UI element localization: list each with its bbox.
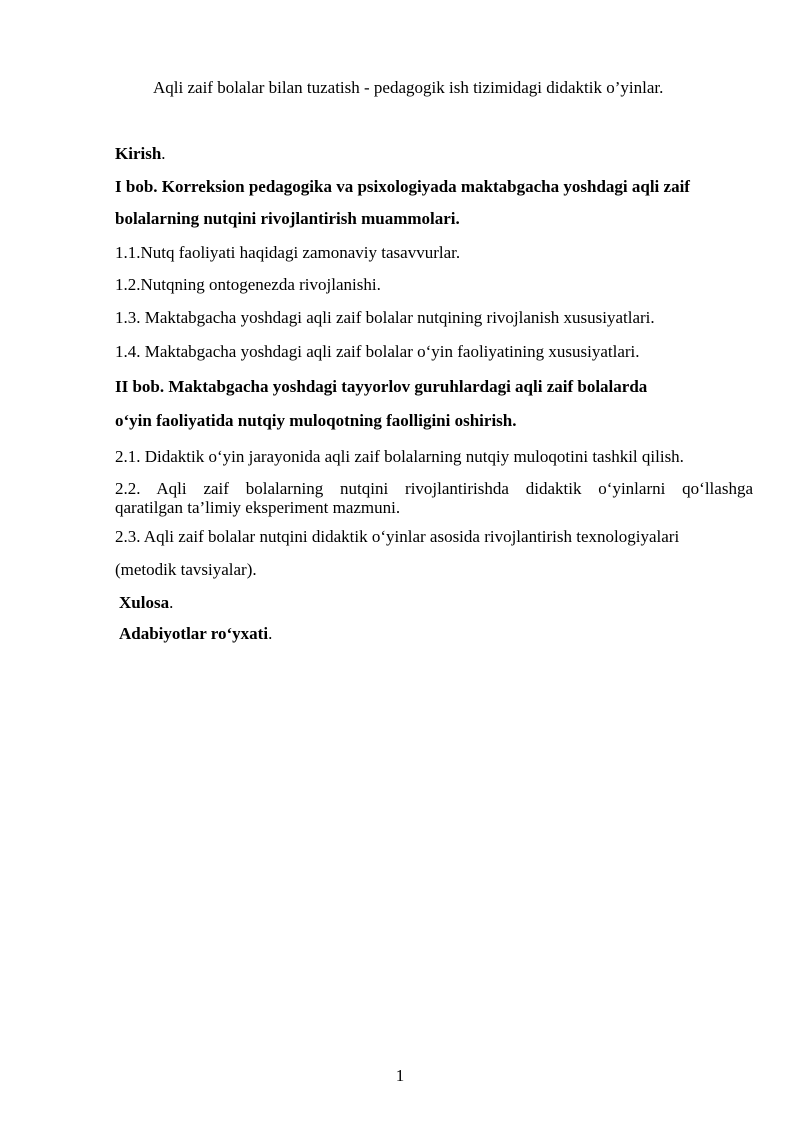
toc-intro-label: Kirish xyxy=(115,144,162,163)
toc-section-2-2 xyxy=(115,479,753,517)
toc-section-2-2-line-1: 2.2. Aqli zaif bolalarning nutqini rivojlantirishda didaktik o‘yinlarni qo‘llashga xyxy=(115,479,753,498)
toc-intro-punct: . xyxy=(161,144,166,163)
toc-conclusion-punct: . xyxy=(169,593,174,612)
toc-section-2-3-line-2: (metodik tavsiyalar). xyxy=(115,560,257,579)
toc-chapter-1-line-2: bolalarning nutqini rivojlantirish muammolari. xyxy=(115,209,460,228)
toc-section-1-2: 1.2.Nutqning ontogenezda rivojlanishi. xyxy=(115,275,381,294)
toc-references-punct: . xyxy=(268,624,273,643)
page-number: 1 xyxy=(395,1066,405,1085)
toc-section-2-3-line-1: 2.3. Aqli zaif bolalar nutqini didaktik o‘yinlar asosida rivojlantirish texnologiyalari xyxy=(115,527,680,546)
toc-conclusion-label: Xulosa xyxy=(119,593,170,612)
toc-section-1-4: 1.4. Maktabgacha yoshdagi aqli zaif bolalar o‘yin faoliyatining xususiyatlari. xyxy=(115,342,640,361)
toc-chapter-2-line-1: II bob. Maktabgacha yoshdagi tayyorlov guruhlardagi aqli zaif bolalarda xyxy=(115,377,648,396)
toc-references xyxy=(119,624,272,644)
toc-section-1-3: 1.3. Maktabgacha yoshdagi aqli zaif bolalar nutqining rivojlanish xususiyatlari. xyxy=(115,308,655,327)
toc-chapter-2-line-2: o‘yin faoliyatida nutqiy muloqotning faolligini oshirish. xyxy=(115,411,517,430)
toc-section-1-1: 1.1.Nutq faoliyati haqidagi zamonaviy tasavvurlar. xyxy=(115,243,461,262)
document-title: Aqli zaif bolalar bilan tuzatish - pedagogik ish tizimidagi didaktik o’yinlar. xyxy=(153,78,664,97)
toc-conclusion xyxy=(119,593,173,613)
toc-chapter-1-line-1: I bob. Korreksion pedagogika va psixologiyada maktabgacha yoshdagi aqli zaif xyxy=(115,177,690,196)
toc-section-2-1: 2.1. Didaktik o‘yin jarayonida aqli zaif bolalarning nutqiy muloqotini tashkil qilish. xyxy=(115,447,684,466)
toc-section-2-2-line-2: qaratilgan ta’limiy eksperiment mazmuni. xyxy=(115,498,401,517)
toc-intro xyxy=(115,144,166,164)
toc-references-label: Adabiyotlar ro‘yxati xyxy=(119,624,269,643)
